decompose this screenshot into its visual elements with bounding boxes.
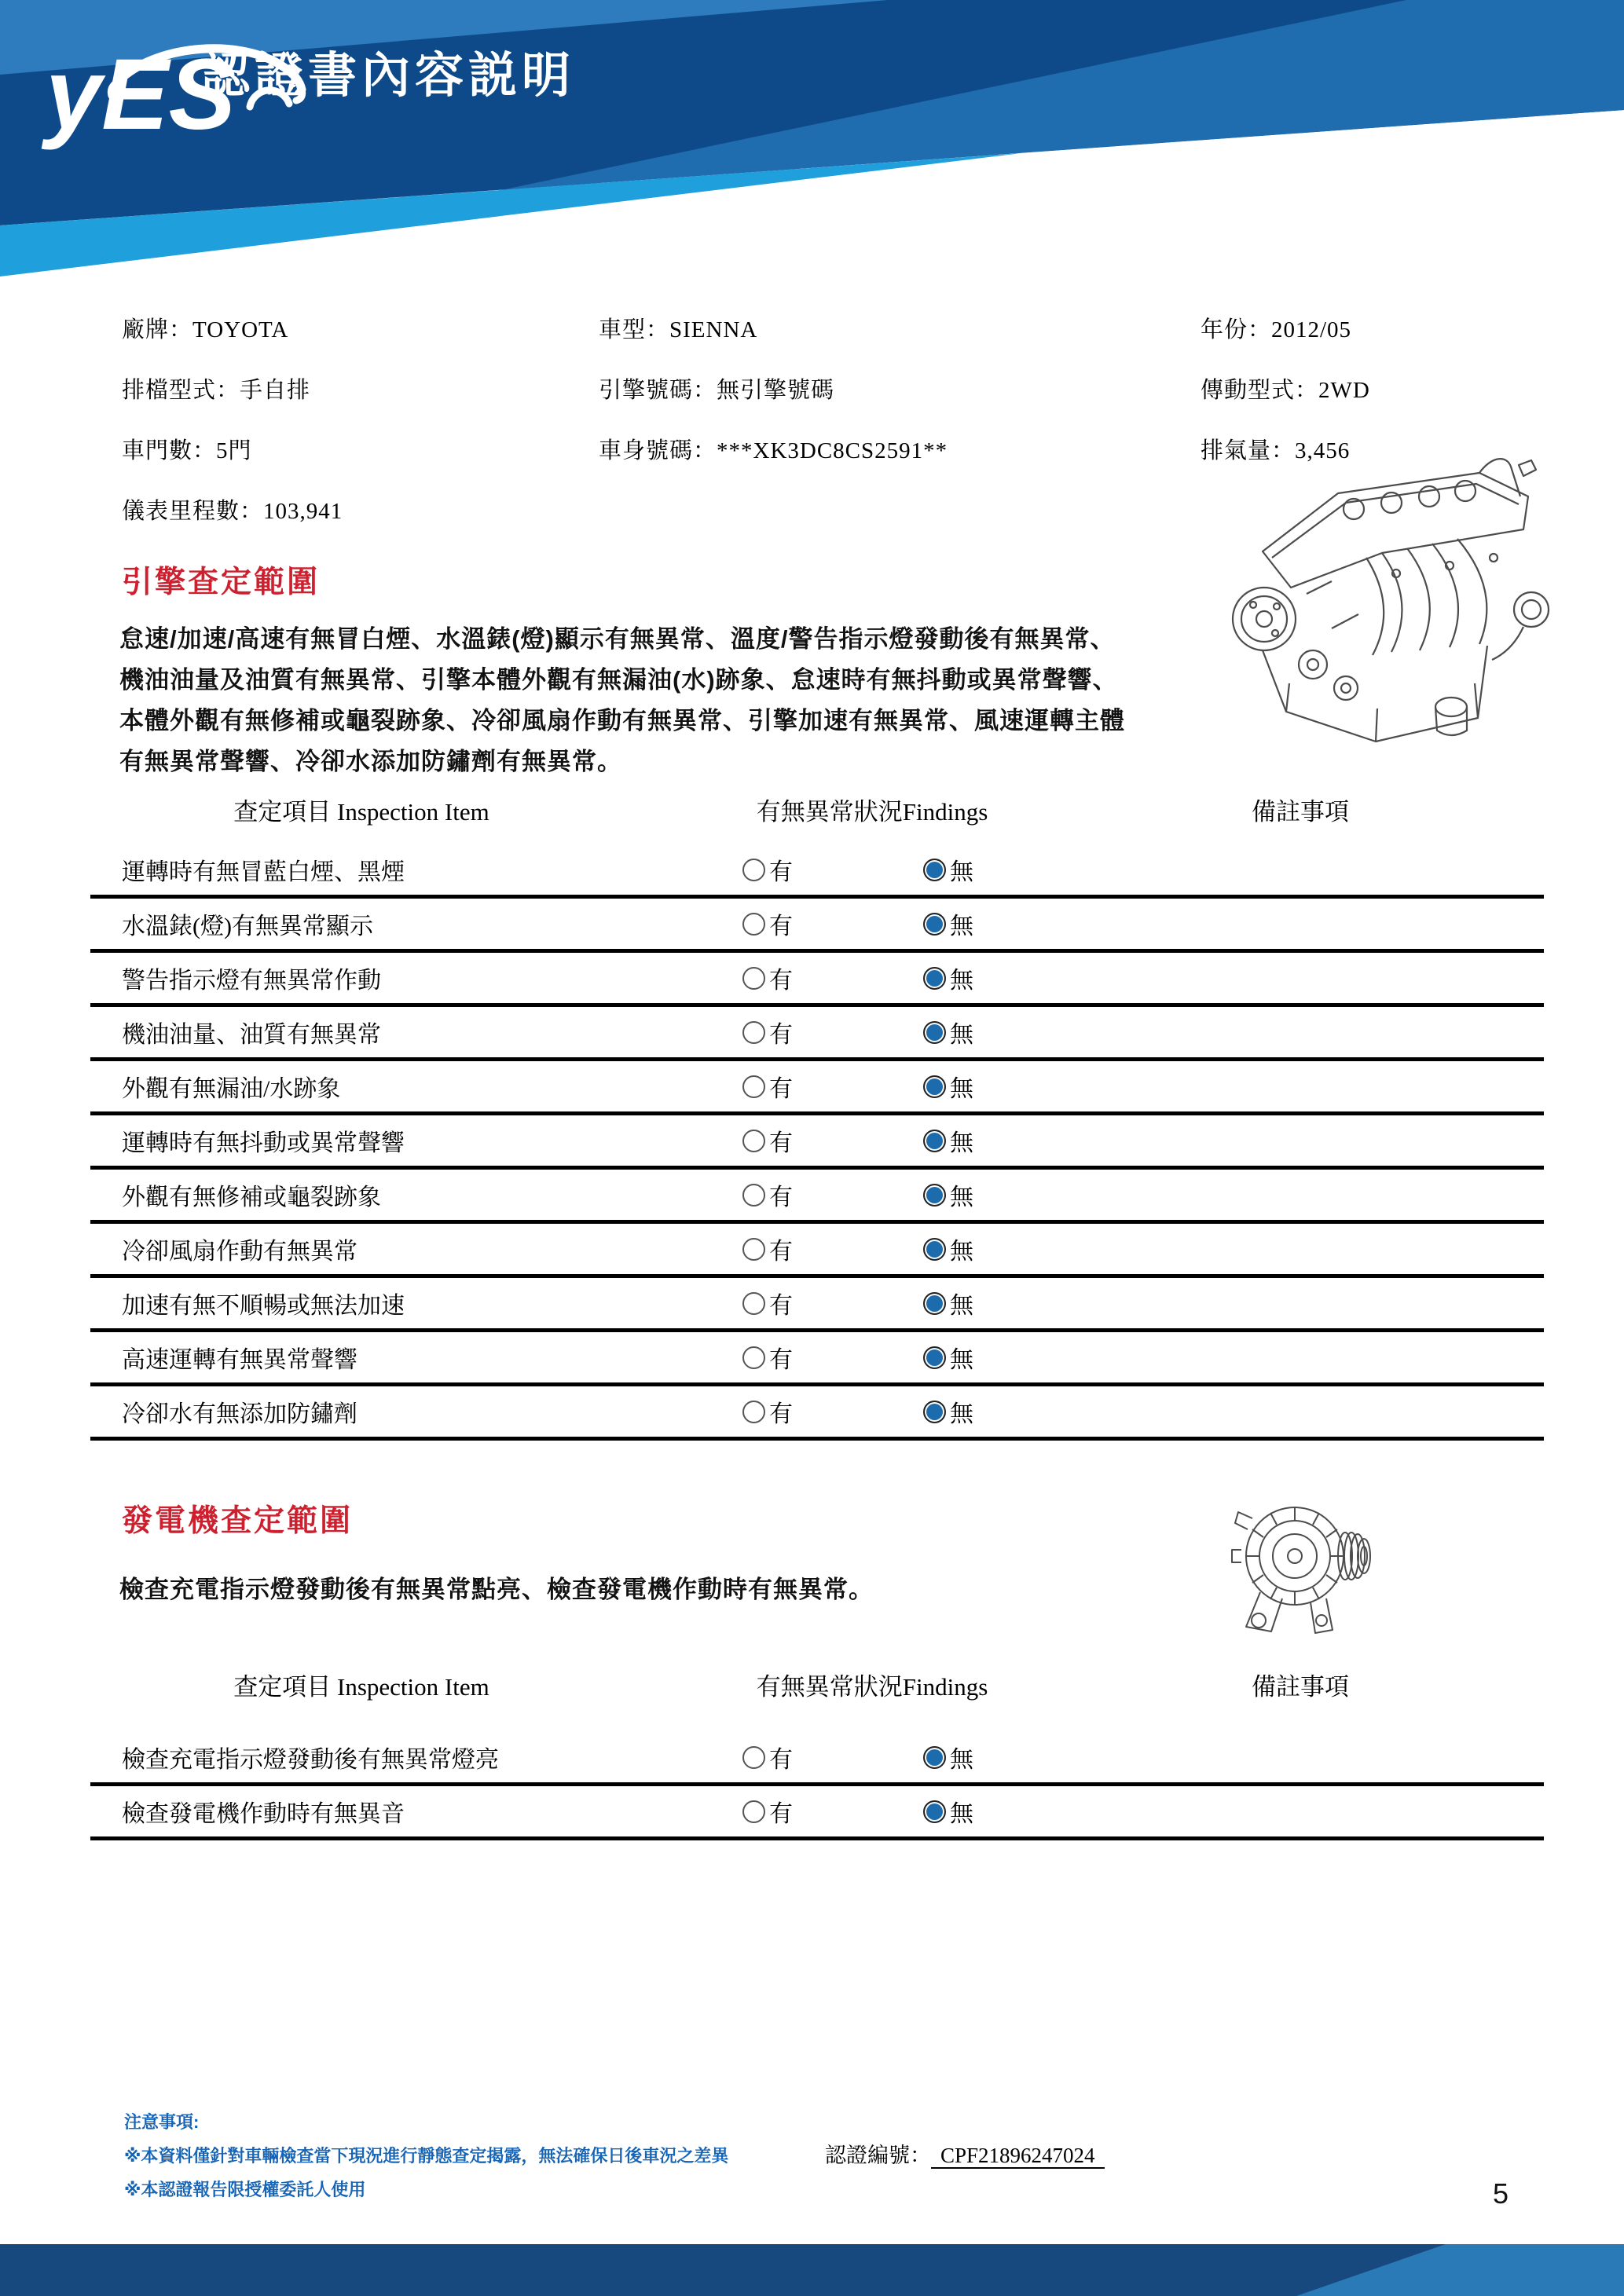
vehicle-info-item: 車型：SIENNA <box>599 317 758 342</box>
note-line: ※本認證報告限授權委託人使用 <box>124 2180 366 2199</box>
radio-yes-label: 有 <box>769 1293 793 1319</box>
vehicle-info-item: 車身號碼：***XK3DC8CS2591** <box>599 438 948 463</box>
finding-option-no <box>923 1286 973 1320</box>
description-line: 檢查充電指示燈發動後有無異常點亮、檢查發電機作動時有無異常。 <box>119 1576 874 1603</box>
radio-yes-label: 有 <box>769 968 793 994</box>
inspection-item-label: 高速運轉有無異常聲響 <box>122 1347 357 1373</box>
column-header-findings: 有無異常狀況Findings <box>756 1673 988 1701</box>
radio-no-icon <box>923 1021 946 1044</box>
radio-no-label: 無 <box>950 1401 973 1427</box>
radio-yes-label: 有 <box>769 1185 793 1210</box>
table-row <box>90 899 1544 953</box>
vehicle-info-item: 傳動型式：2WD <box>1201 378 1370 403</box>
table-row <box>90 1170 1544 1224</box>
certificate-number-label: 認證編號： <box>825 2144 931 2167</box>
radio-yes-label: 有 <box>769 1747 793 1773</box>
radio-no-label: 無 <box>950 1130 973 1156</box>
radio-yes-icon <box>742 1238 765 1261</box>
generator-section-description <box>119 1569 874 1610</box>
notes-list <box>124 2144 728 2211</box>
finding-option-yes <box>742 1340 793 1375</box>
radio-yes-label: 有 <box>769 1239 793 1265</box>
engine-table-body <box>90 844 1544 1441</box>
finding-option-no <box>923 1015 973 1049</box>
finding-option-yes <box>742 1394 793 1429</box>
finding-option-yes <box>742 1069 793 1104</box>
vehicle-info-item: 車門數：5門 <box>122 438 252 463</box>
radio-no-icon <box>923 859 946 881</box>
finding-option-yes <box>742 1232 793 1266</box>
generator-section-title: 發電機查定範圍 <box>122 1504 354 1538</box>
radio-no-icon <box>923 1130 946 1152</box>
radio-no-icon <box>923 1238 946 1261</box>
finding-option-no <box>923 1069 973 1104</box>
finding-option-yes <box>742 1177 793 1212</box>
radio-no-label: 無 <box>950 1347 973 1373</box>
inspection-item-label: 警告指示燈有無異常作動 <box>122 968 381 994</box>
radio-yes-label: 有 <box>769 1801 793 1827</box>
engine-section-title: 引擎查定範圍 <box>122 566 321 599</box>
description-line: 怠速/加速/高速有無冒白煙、水溫錶(燈)顯示有無異常、溫度/警告指示燈發動後有無異常、 <box>119 625 1116 653</box>
generator-table-header <box>90 1667 1544 1700</box>
page-number: 5 <box>1493 2177 1509 2210</box>
radio-no-icon <box>923 1184 946 1207</box>
finding-option-yes <box>742 1286 793 1320</box>
engine-table-header <box>90 792 1544 825</box>
radio-no-label: 無 <box>950 859 973 885</box>
radio-yes-icon <box>742 1346 765 1369</box>
radio-no-icon <box>923 1346 946 1369</box>
inspection-item-label: 運轉時有無冒藍白煙、黑煙 <box>122 859 405 885</box>
radio-no-label: 無 <box>950 1022 973 1048</box>
finding-option-no <box>923 906 973 941</box>
inspection-item-label: 水溫錶(燈)有無異常顯示 <box>122 914 373 939</box>
radio-no-label: 無 <box>950 1185 973 1210</box>
footer-navy-shape <box>0 2244 1446 2296</box>
notes-title: 注意事項: <box>124 2112 200 2132</box>
page-title: 認證書內容説明 <box>201 49 576 103</box>
inspection-item-label: 外觀有無漏油/水跡象 <box>122 1076 341 1102</box>
radio-no-label: 無 <box>950 914 973 939</box>
vehicle-info-item: 排氣量：3,456 <box>1201 438 1351 463</box>
inspection-item-label: 冷卻風扇作動有無異常 <box>122 1239 357 1265</box>
finding-option-yes <box>742 1794 793 1829</box>
engine-illustration <box>1214 448 1591 754</box>
radio-yes-label: 有 <box>769 1347 793 1373</box>
certificate-number-line <box>825 2138 1105 2169</box>
column-header-item: 查定項目 Inspection Item <box>233 798 489 826</box>
finding-option-no <box>923 1740 973 1774</box>
finding-option-yes <box>742 906 793 941</box>
table-row <box>90 1007 1544 1061</box>
table-row <box>90 1224 1544 1278</box>
generator-table-body <box>90 1732 1544 1840</box>
table-row <box>90 953 1544 1007</box>
vehicle-info-column-1 <box>122 314 343 556</box>
radio-yes-icon <box>742 859 765 881</box>
finding-option-no <box>923 1232 973 1266</box>
radio-no-label: 無 <box>950 1747 973 1773</box>
radio-yes-icon <box>742 1800 765 1823</box>
radio-yes-icon <box>742 967 765 990</box>
description-line: 機油油量及油質有無異常、引擎本體外觀有無漏油(水)跡象、怠速時有無抖動或異常聲響、 <box>119 666 1118 694</box>
footer-notes <box>124 2110 728 2211</box>
radio-no-icon <box>923 967 946 990</box>
finding-option-no <box>923 1794 973 1829</box>
radio-no-label: 無 <box>950 1293 973 1319</box>
radio-no-icon <box>923 1746 946 1769</box>
radio-yes-icon <box>742 1075 765 1098</box>
table-row <box>90 1115 1544 1170</box>
radio-yes-label: 有 <box>769 1076 793 1102</box>
finding-option-no <box>923 852 973 887</box>
finding-option-no <box>923 961 973 995</box>
radio-yes-icon <box>742 1021 765 1044</box>
description-line: 有無異常聲響、冷卻水添加防鏽劑有無異常。 <box>119 748 622 775</box>
column-header-findings: 有無異常狀況Findings <box>756 798 988 826</box>
finding-option-no <box>923 1394 973 1429</box>
column-header-remarks: 備註事項 <box>1252 798 1349 826</box>
radio-yes-label: 有 <box>769 1130 793 1156</box>
inspection-item-label: 運轉時有無抖動或異常聲響 <box>122 1130 405 1156</box>
radio-yes-label: 有 <box>769 914 793 939</box>
vehicle-info-item: 引擎號碼：無引擎號碼 <box>599 378 835 403</box>
description-line: 本體外觀有無修補或龜裂跡象、冷卻風扇作動有無異常、引擎加速有無異常、風速運轉主體 <box>119 707 1125 734</box>
radio-yes-icon <box>742 1401 765 1423</box>
radio-yes-icon <box>742 1292 765 1315</box>
vehicle-info-item: 儀表里程數：103,941 <box>122 499 343 524</box>
radio-no-label: 無 <box>950 1801 973 1827</box>
radio-no-icon <box>923 1800 946 1823</box>
inspection-item-label: 加速有無不順暢或無法加速 <box>122 1293 405 1319</box>
table-row <box>90 1786 1544 1840</box>
finding-option-no <box>923 1177 973 1212</box>
inspection-item-label: 機油油量、油質有無異常 <box>122 1022 381 1048</box>
inspection-item-label: 檢查發電機作動時有無異音 <box>122 1801 405 1827</box>
radio-no-icon <box>923 1292 946 1315</box>
column-header-remarks: 備註事項 <box>1252 1673 1349 1701</box>
finding-option-yes <box>742 852 793 887</box>
radio-no-icon <box>923 1075 946 1098</box>
radio-yes-label: 有 <box>769 1401 793 1427</box>
finding-option-yes <box>742 1015 793 1049</box>
radio-no-label: 無 <box>950 1076 973 1102</box>
inspection-item-label: 冷卻水有無添加防鏽劑 <box>122 1401 357 1427</box>
finding-option-yes <box>742 961 793 995</box>
table-row <box>90 1732 1544 1786</box>
vehicle-info-column-2 <box>599 314 948 496</box>
radio-no-label: 無 <box>950 968 973 994</box>
column-header-item: 查定項目 Inspection Item <box>233 1673 489 1701</box>
vehicle-info-item: 排檔型式：手自排 <box>122 378 311 403</box>
table-row <box>90 1332 1544 1386</box>
vehicle-info-item: 年份：2012/05 <box>1201 317 1352 342</box>
radio-yes-icon <box>742 1130 765 1152</box>
certificate-number-value: CPF21896247024 <box>931 2144 1105 2169</box>
radio-no-label: 無 <box>950 1239 973 1265</box>
radio-no-icon <box>923 1401 946 1423</box>
yes-logo-text: yES <box>46 38 236 151</box>
finding-option-no <box>923 1123 973 1158</box>
footer-band <box>0 2244 1624 2296</box>
radio-yes-label: 有 <box>769 859 793 885</box>
finding-option-no <box>923 1340 973 1375</box>
engine-section-description <box>119 619 1125 782</box>
table-row <box>90 844 1544 899</box>
note-line: ※本資料僅針對車輛檢查當下現況進行靜態查定揭露，無法確保日後車況之差異 <box>124 2146 729 2166</box>
inspection-item-label: 外觀有無修補或龜裂跡象 <box>122 1185 381 1210</box>
finding-option-yes <box>742 1123 793 1158</box>
radio-yes-label: 有 <box>769 1022 793 1048</box>
table-row <box>90 1278 1544 1332</box>
table-row <box>90 1061 1544 1115</box>
inspection-item-label: 檢查充電指示燈發動後有無異常燈亮 <box>122 1747 499 1773</box>
alternator-illustration <box>1226 1481 1383 1646</box>
radio-yes-icon <box>742 1184 765 1207</box>
table-row <box>90 1386 1544 1441</box>
radio-yes-icon <box>742 1746 765 1769</box>
radio-yes-icon <box>742 913 765 936</box>
finding-option-yes <box>742 1740 793 1774</box>
radio-no-icon <box>923 913 946 936</box>
vehicle-info-item: 廠牌：TOYOTA <box>122 317 289 342</box>
